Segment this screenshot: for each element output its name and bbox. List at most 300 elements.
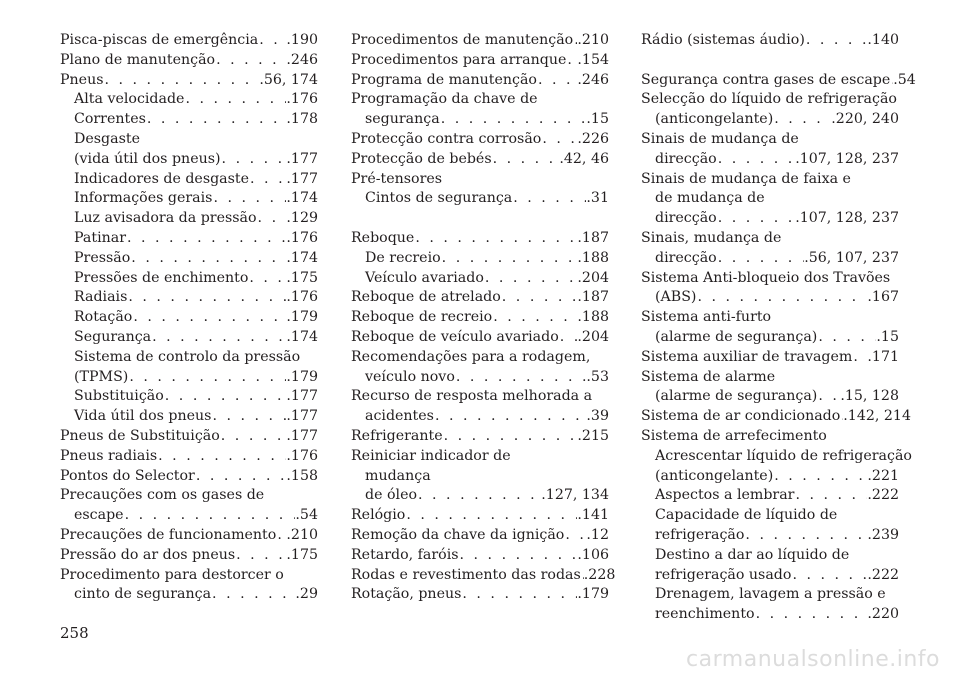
index-entry-page: .174 xyxy=(286,190,318,207)
index-entry xyxy=(641,447,912,467)
index-entry-text: direcção xyxy=(655,210,717,227)
index-entry xyxy=(60,585,318,605)
index-entry-page: .220, 240 xyxy=(831,111,899,128)
index-entry-text: Protecção contra corrosão xyxy=(351,130,542,147)
index-entry-text: Rádio (sistemas áudio) xyxy=(641,32,805,48)
index-entry-text: Sistema de controlo da pressão xyxy=(74,348,301,365)
index-entry-page: .107, 128, 237 xyxy=(795,150,899,167)
index-entry xyxy=(60,348,318,368)
dot-leader xyxy=(211,585,295,605)
index-entry xyxy=(641,110,899,130)
index-entry xyxy=(60,31,318,51)
index-column-1 xyxy=(60,31,318,605)
index-entry-text: Informações gerais xyxy=(74,190,213,207)
index-entry-page: .190 xyxy=(286,32,318,48)
index-entry-page: .177 xyxy=(286,427,318,444)
dot-leader xyxy=(755,605,868,625)
index-entry xyxy=(60,566,318,586)
index-entry xyxy=(641,368,899,388)
index-entry xyxy=(60,308,318,328)
index-entry-page: .176 xyxy=(286,289,318,306)
index-entry-text: Precauções com os gases de xyxy=(60,487,265,504)
index-entry xyxy=(351,71,609,91)
index-entry xyxy=(351,189,609,209)
index-entry-text: Sistema anti-furto xyxy=(641,309,772,326)
index-entry-page: .174 xyxy=(286,249,318,266)
dot-leader xyxy=(455,368,587,388)
dot-leader xyxy=(130,249,286,269)
index-entry-page: .246 xyxy=(577,71,609,88)
index-spacer xyxy=(351,209,609,229)
index-entry-text: (alarme de segurança) xyxy=(655,328,818,345)
index-entry xyxy=(351,288,609,308)
index-entry-text: Reboque de recreio xyxy=(351,309,493,326)
index-entry xyxy=(641,486,899,506)
index-entry-text: Alta velocidade xyxy=(74,91,185,108)
dot-leader xyxy=(773,467,867,487)
index-entry xyxy=(60,170,318,190)
index-entry xyxy=(60,387,318,407)
index-entry-page: .154 xyxy=(577,51,609,68)
index-entry-page: .29 xyxy=(295,586,318,603)
index-spacer xyxy=(641,51,899,71)
dot-leader xyxy=(257,209,287,229)
dot-leader xyxy=(127,288,286,308)
index-entry-page: .246 xyxy=(286,51,318,68)
dot-leader xyxy=(441,249,578,269)
index-entry-page: .177 xyxy=(286,170,318,187)
index-entry-page: .140 xyxy=(867,32,899,48)
dot-leader xyxy=(852,348,867,368)
index-entry xyxy=(641,506,899,526)
index-entry xyxy=(60,209,318,229)
index-entry-page: .175 xyxy=(286,269,318,286)
index-entry xyxy=(351,566,616,586)
dot-leader xyxy=(104,71,260,91)
index-entry xyxy=(641,308,899,328)
index-entry-page: .174 xyxy=(286,328,318,345)
dot-leader xyxy=(459,546,578,566)
index-entry xyxy=(641,585,899,605)
dot-leader xyxy=(484,269,578,289)
index-entry-text: Pneus xyxy=(60,71,104,88)
index-entry-text: (anticongelante) xyxy=(655,111,774,128)
index-entry-text: (vida útil dos pneus) xyxy=(74,150,221,167)
index-entry-text: (TPMS) xyxy=(74,368,129,385)
index-entry-text: Sinais, mudança de xyxy=(641,229,782,246)
index-entry xyxy=(60,546,318,566)
index-entry-text: Plano de manutenção xyxy=(60,51,216,68)
index-entry-page: .107, 128, 237 xyxy=(795,210,899,227)
index-entry-text: direcção xyxy=(655,249,717,266)
index-entry xyxy=(60,526,318,546)
index-entry xyxy=(60,288,318,308)
index-entry-text: Correntes xyxy=(74,111,146,128)
index-entry-text: Pressões de enchimento xyxy=(74,269,249,286)
dot-leader xyxy=(817,328,876,348)
index-entry-page: .179 xyxy=(577,586,609,603)
index-entry-text: Sistema de arrefecimento xyxy=(641,427,827,444)
index-entry xyxy=(641,249,899,269)
index-entry-text: Reiniciar indicador de xyxy=(351,447,511,464)
dot-leader xyxy=(434,407,586,427)
dot-leader xyxy=(211,407,286,427)
index-entry xyxy=(60,229,318,249)
index-entry xyxy=(351,249,609,269)
index-entry-text: (anticongelante) xyxy=(655,467,774,484)
index-entry-text: Vida útil dos pneus xyxy=(74,408,212,425)
dot-leader xyxy=(501,288,578,308)
index-entry-page: .129 xyxy=(286,210,318,227)
index-entry xyxy=(60,506,318,526)
watermark: carmanualsonline.info xyxy=(686,647,940,672)
dot-leader xyxy=(128,368,286,388)
index-entry-text: Rotação, pneus xyxy=(351,586,462,603)
dot-leader xyxy=(405,506,577,526)
index-entry-page: .142, 214 xyxy=(843,408,911,425)
index-entry xyxy=(351,368,609,388)
dot-leader xyxy=(258,31,286,51)
dot-leader xyxy=(126,229,286,249)
index-entry-text: Cintos de segurança xyxy=(365,190,513,207)
dot-leader xyxy=(195,467,287,487)
index-entry-page: .187 xyxy=(577,229,609,246)
dot-leader xyxy=(124,506,296,526)
index-entry xyxy=(641,269,899,289)
index-entry-page: .228 xyxy=(583,566,616,583)
index-entry-page: .167 xyxy=(867,289,899,306)
index-entry-text: veículo novo xyxy=(365,368,455,385)
index-entry xyxy=(351,387,609,407)
index-entry-page: .178 xyxy=(286,111,318,128)
dot-leader xyxy=(492,308,577,328)
index-entry-text: Procedimentos de manutenção xyxy=(351,32,574,48)
index-entry xyxy=(641,130,899,150)
index-entry-page: .15, 128 xyxy=(840,388,899,405)
index-entry-text: escape xyxy=(74,507,124,524)
index-entry xyxy=(641,229,899,249)
index-entry-text: Rodas e revestimento das rodas xyxy=(351,566,581,583)
index-entry-page: .158 xyxy=(286,467,318,484)
index-entry xyxy=(351,427,609,447)
dot-leader xyxy=(794,486,867,506)
index-entry xyxy=(641,427,899,447)
dot-leader xyxy=(744,526,867,546)
dot-leader xyxy=(696,288,867,308)
index-entry-text: Pisca-piscas de emergência xyxy=(60,32,259,48)
index-entry-text: Capacidade de líquido de xyxy=(655,507,838,524)
index-entry-page: .176 xyxy=(286,447,318,464)
index-entry-page: .54 xyxy=(893,71,916,88)
dot-leader xyxy=(164,387,287,407)
index-entry xyxy=(60,51,318,71)
index-entry-page: .42, 46 xyxy=(559,150,609,167)
index-entry-text: Refrigerante xyxy=(351,427,443,444)
dot-leader xyxy=(817,387,840,407)
index-entry-text: refrigeração xyxy=(655,526,745,543)
dot-leader xyxy=(440,110,587,130)
index-entry xyxy=(60,486,318,506)
index-entry-page: .39 xyxy=(586,408,609,425)
index-entry xyxy=(641,150,899,170)
index-entry-text: de óleo xyxy=(365,487,418,504)
index-entry-page: .176 xyxy=(286,91,318,108)
index-entry-text: Acrescentar líquido de refrigeração xyxy=(655,447,912,464)
index-entry-text: Pneus radiais xyxy=(60,447,158,464)
index-entry-text: Pontos do Selector xyxy=(60,467,195,484)
dot-leader xyxy=(414,229,577,249)
dot-leader xyxy=(220,427,287,447)
index-entry xyxy=(641,71,916,91)
index-entry-page: .12 xyxy=(586,526,609,543)
index-entry-page: .141 xyxy=(577,507,609,524)
dot-leader xyxy=(235,546,286,566)
index-entry-page: .222 xyxy=(867,487,899,504)
index-entry-text: Procedimentos para arranque xyxy=(351,51,567,68)
dot-leader xyxy=(559,328,578,348)
index-entry-page: .31 xyxy=(586,190,609,207)
index-entry xyxy=(351,328,609,348)
dot-leader xyxy=(157,447,286,467)
index-entry xyxy=(351,170,609,190)
index-entry xyxy=(351,526,609,546)
index-entry-text: (alarme de segurança) xyxy=(655,388,818,405)
index-entry xyxy=(60,71,318,91)
index-entry-page: .127, 134 xyxy=(541,487,609,504)
index-entry-page: .226 xyxy=(577,130,609,147)
index-entry-text: Programação da chave de xyxy=(351,91,538,108)
index-entry-page: .54 xyxy=(295,507,318,524)
index-entry xyxy=(60,90,318,110)
index-entry xyxy=(60,328,318,348)
index-entry-page: .177 xyxy=(286,388,318,405)
dot-leader xyxy=(461,585,577,605)
index-entry-text: Precauções de funcionamento xyxy=(60,526,277,543)
index-entry xyxy=(351,31,609,51)
index-entry-text: Sistema Anti-bloqueio dos Travões xyxy=(641,269,891,286)
index-entry-text: De recreio xyxy=(365,249,441,266)
index-entry-text: segurança xyxy=(365,111,440,128)
dot-leader xyxy=(215,51,286,71)
index-entry xyxy=(351,229,609,249)
index-entry-text: Segurança contra gases de escape xyxy=(641,71,891,88)
index-entry xyxy=(351,150,609,170)
index-entry-text: Sistema de alarme xyxy=(641,368,776,385)
index-entry-page: .210 xyxy=(577,32,609,48)
index-entry xyxy=(60,467,318,487)
index-entry-text: Sistema de ar condicionado xyxy=(641,408,841,425)
index-entry-page: .56, 174 xyxy=(259,71,318,88)
index-entry-page: .220 xyxy=(867,606,899,623)
index-entry xyxy=(641,31,899,51)
index-entry xyxy=(641,467,899,487)
dot-leader xyxy=(146,110,287,130)
dot-leader xyxy=(566,51,577,71)
index-entry-text: Remoção da chave da ignição xyxy=(351,526,565,543)
index-entry xyxy=(351,348,609,368)
index-entry xyxy=(641,566,899,586)
index-entry-text: Pneus de Substituição xyxy=(60,427,220,444)
index-entry xyxy=(641,526,899,546)
dot-leader xyxy=(132,308,286,328)
index-entry xyxy=(351,585,609,605)
index-entry-text: Sistema auxiliar de travagem xyxy=(641,348,853,365)
index-entry-page: .177 xyxy=(286,408,318,425)
index-entry xyxy=(641,605,899,625)
index-entry xyxy=(351,546,609,566)
index-entry xyxy=(351,110,609,130)
index-entry xyxy=(60,110,318,130)
index-entry xyxy=(60,447,318,467)
dot-leader xyxy=(541,130,577,150)
index-entry-text: Patinar xyxy=(74,229,126,246)
index-entry-page: .221 xyxy=(867,467,899,484)
index-entry-text: Luz avisadora da pressão xyxy=(74,210,257,227)
index-entry-page: .204 xyxy=(577,328,609,345)
index-entry-page: .239 xyxy=(867,526,899,543)
index-entry-page: .53 xyxy=(586,368,609,385)
dot-leader xyxy=(212,189,286,209)
index-entry-page: .187 xyxy=(577,289,609,306)
index-entry-text: reenchimento xyxy=(655,606,755,623)
index-entry xyxy=(641,348,899,368)
dot-leader xyxy=(791,566,867,586)
index-entry-text: (ABS) xyxy=(655,289,697,306)
index-entry-text: de mudança de xyxy=(655,190,765,207)
index-entry xyxy=(351,51,609,71)
index-entry-page: .222 xyxy=(867,566,899,583)
index-entry xyxy=(351,308,609,328)
index-entry xyxy=(641,407,911,427)
dot-leader xyxy=(512,189,586,209)
index-entry-text: Reboque de veículo avariado xyxy=(351,328,559,345)
dot-leader xyxy=(151,328,286,348)
index-entry-text: mudança xyxy=(365,467,431,484)
index-entry-page: .56, 107, 237 xyxy=(804,249,899,266)
index-entry xyxy=(60,407,318,427)
index-column-2 xyxy=(351,31,616,605)
index-entry-page: .171 xyxy=(867,348,899,365)
index-entry-text: Recomendações para a rodagem, xyxy=(351,348,591,365)
index-entry-text: acidentes xyxy=(365,408,434,425)
index-entry-text: direcção xyxy=(655,150,717,167)
index-entry-text: Pressão xyxy=(74,249,131,266)
index-entry-page: .210 xyxy=(286,526,318,543)
index-entry xyxy=(641,288,899,308)
index-entry xyxy=(351,407,609,427)
dot-leader xyxy=(221,150,287,170)
index-entry xyxy=(60,427,318,447)
index-entry-text: Rotação xyxy=(74,309,133,326)
index-column-3 xyxy=(641,31,916,625)
index-entry-text: Pré-tensores xyxy=(351,170,443,187)
index-entry-text: Protecção de bebés xyxy=(351,150,492,167)
index-entry-text: Segurança xyxy=(74,328,152,345)
index-entry xyxy=(351,90,609,110)
index-entry-text: Retardo, faróis xyxy=(351,546,459,563)
index-entry-text: Veículo avariado xyxy=(365,269,484,286)
dot-leader xyxy=(564,526,586,546)
index-entry-text: Destino a dar ao líquido de xyxy=(655,546,850,563)
index-entry xyxy=(351,130,609,150)
index-entry-text: Substituição xyxy=(74,388,164,405)
index-entry-page: .15 xyxy=(586,111,609,128)
index-entry-page: .106 xyxy=(577,546,609,563)
index-entry-page: .179 xyxy=(286,309,318,326)
index-entry-text: Indicadores de desgaste xyxy=(74,170,250,187)
index-entry xyxy=(60,368,318,388)
index-entry-text: Programa de manutenção xyxy=(351,71,537,88)
index-entry-page: .176 xyxy=(286,229,318,246)
index-entry-text: Sinais de mudança de faixa e xyxy=(641,170,851,187)
index-entry-text: Reboque xyxy=(351,229,415,246)
index-entry-text: refrigeração usado xyxy=(655,566,792,583)
index-entry-text: Desgaste xyxy=(74,130,140,147)
index-entry xyxy=(60,189,318,209)
index-entry-page: .179 xyxy=(286,368,318,385)
dot-leader xyxy=(184,90,286,110)
index-entry-page: .188 xyxy=(577,249,609,266)
index-entry-text: cinto de segurança xyxy=(74,586,212,603)
index-entry-page: .188 xyxy=(577,309,609,326)
index-entry xyxy=(641,328,899,348)
index-entry xyxy=(60,130,318,150)
dot-leader xyxy=(492,150,560,170)
index-entry-page: .177 xyxy=(286,150,318,167)
index-entry xyxy=(351,467,609,487)
index-entry-text: Selecção do líquido de refrigeração xyxy=(641,91,897,108)
index-entry xyxy=(60,269,318,289)
dot-leader xyxy=(248,269,286,289)
index-entry xyxy=(641,546,899,566)
index-entry xyxy=(351,269,609,289)
dot-leader xyxy=(773,110,831,130)
index-entry xyxy=(351,447,609,467)
dot-leader xyxy=(537,71,577,91)
index-entry xyxy=(641,209,899,229)
dot-leader xyxy=(717,209,796,229)
index-entry-text: Sinais de mudança de xyxy=(641,130,799,147)
index-entry-page: .175 xyxy=(286,546,318,563)
dot-leader xyxy=(276,526,286,546)
index-entry-page: .15 xyxy=(876,328,899,345)
index-entry-text: Recurso de resposta melhorada a xyxy=(351,388,593,405)
index-entry-text: Aspectos a lembrar xyxy=(655,487,795,504)
dot-leader xyxy=(717,249,805,269)
index-entry xyxy=(60,150,318,170)
index-entry-page: .204 xyxy=(577,269,609,286)
index-entry xyxy=(351,506,609,526)
dot-leader xyxy=(805,31,868,51)
index-entry xyxy=(641,170,899,190)
index-entry-page: .215 xyxy=(577,427,609,444)
dot-leader xyxy=(443,427,578,447)
index-entry xyxy=(641,387,899,407)
index-entry-text: Drenagem, lavagem a pressão e xyxy=(655,586,886,603)
index-entry-text: Pressão do ar dos pneus xyxy=(60,546,236,563)
index-entry-text: Relógio xyxy=(351,507,406,524)
index-entry xyxy=(60,249,318,269)
index-entry xyxy=(641,189,899,209)
index-entry-text: Radiais xyxy=(74,289,128,306)
page-number: 258 xyxy=(60,624,89,642)
index-entry xyxy=(641,90,899,110)
dot-leader xyxy=(417,486,541,506)
index-entry xyxy=(351,486,609,506)
dot-leader xyxy=(249,170,286,190)
index-entry-text: Procedimento para destorcer o xyxy=(60,566,284,583)
index-entry-text: Reboque de atrelado xyxy=(351,289,501,306)
